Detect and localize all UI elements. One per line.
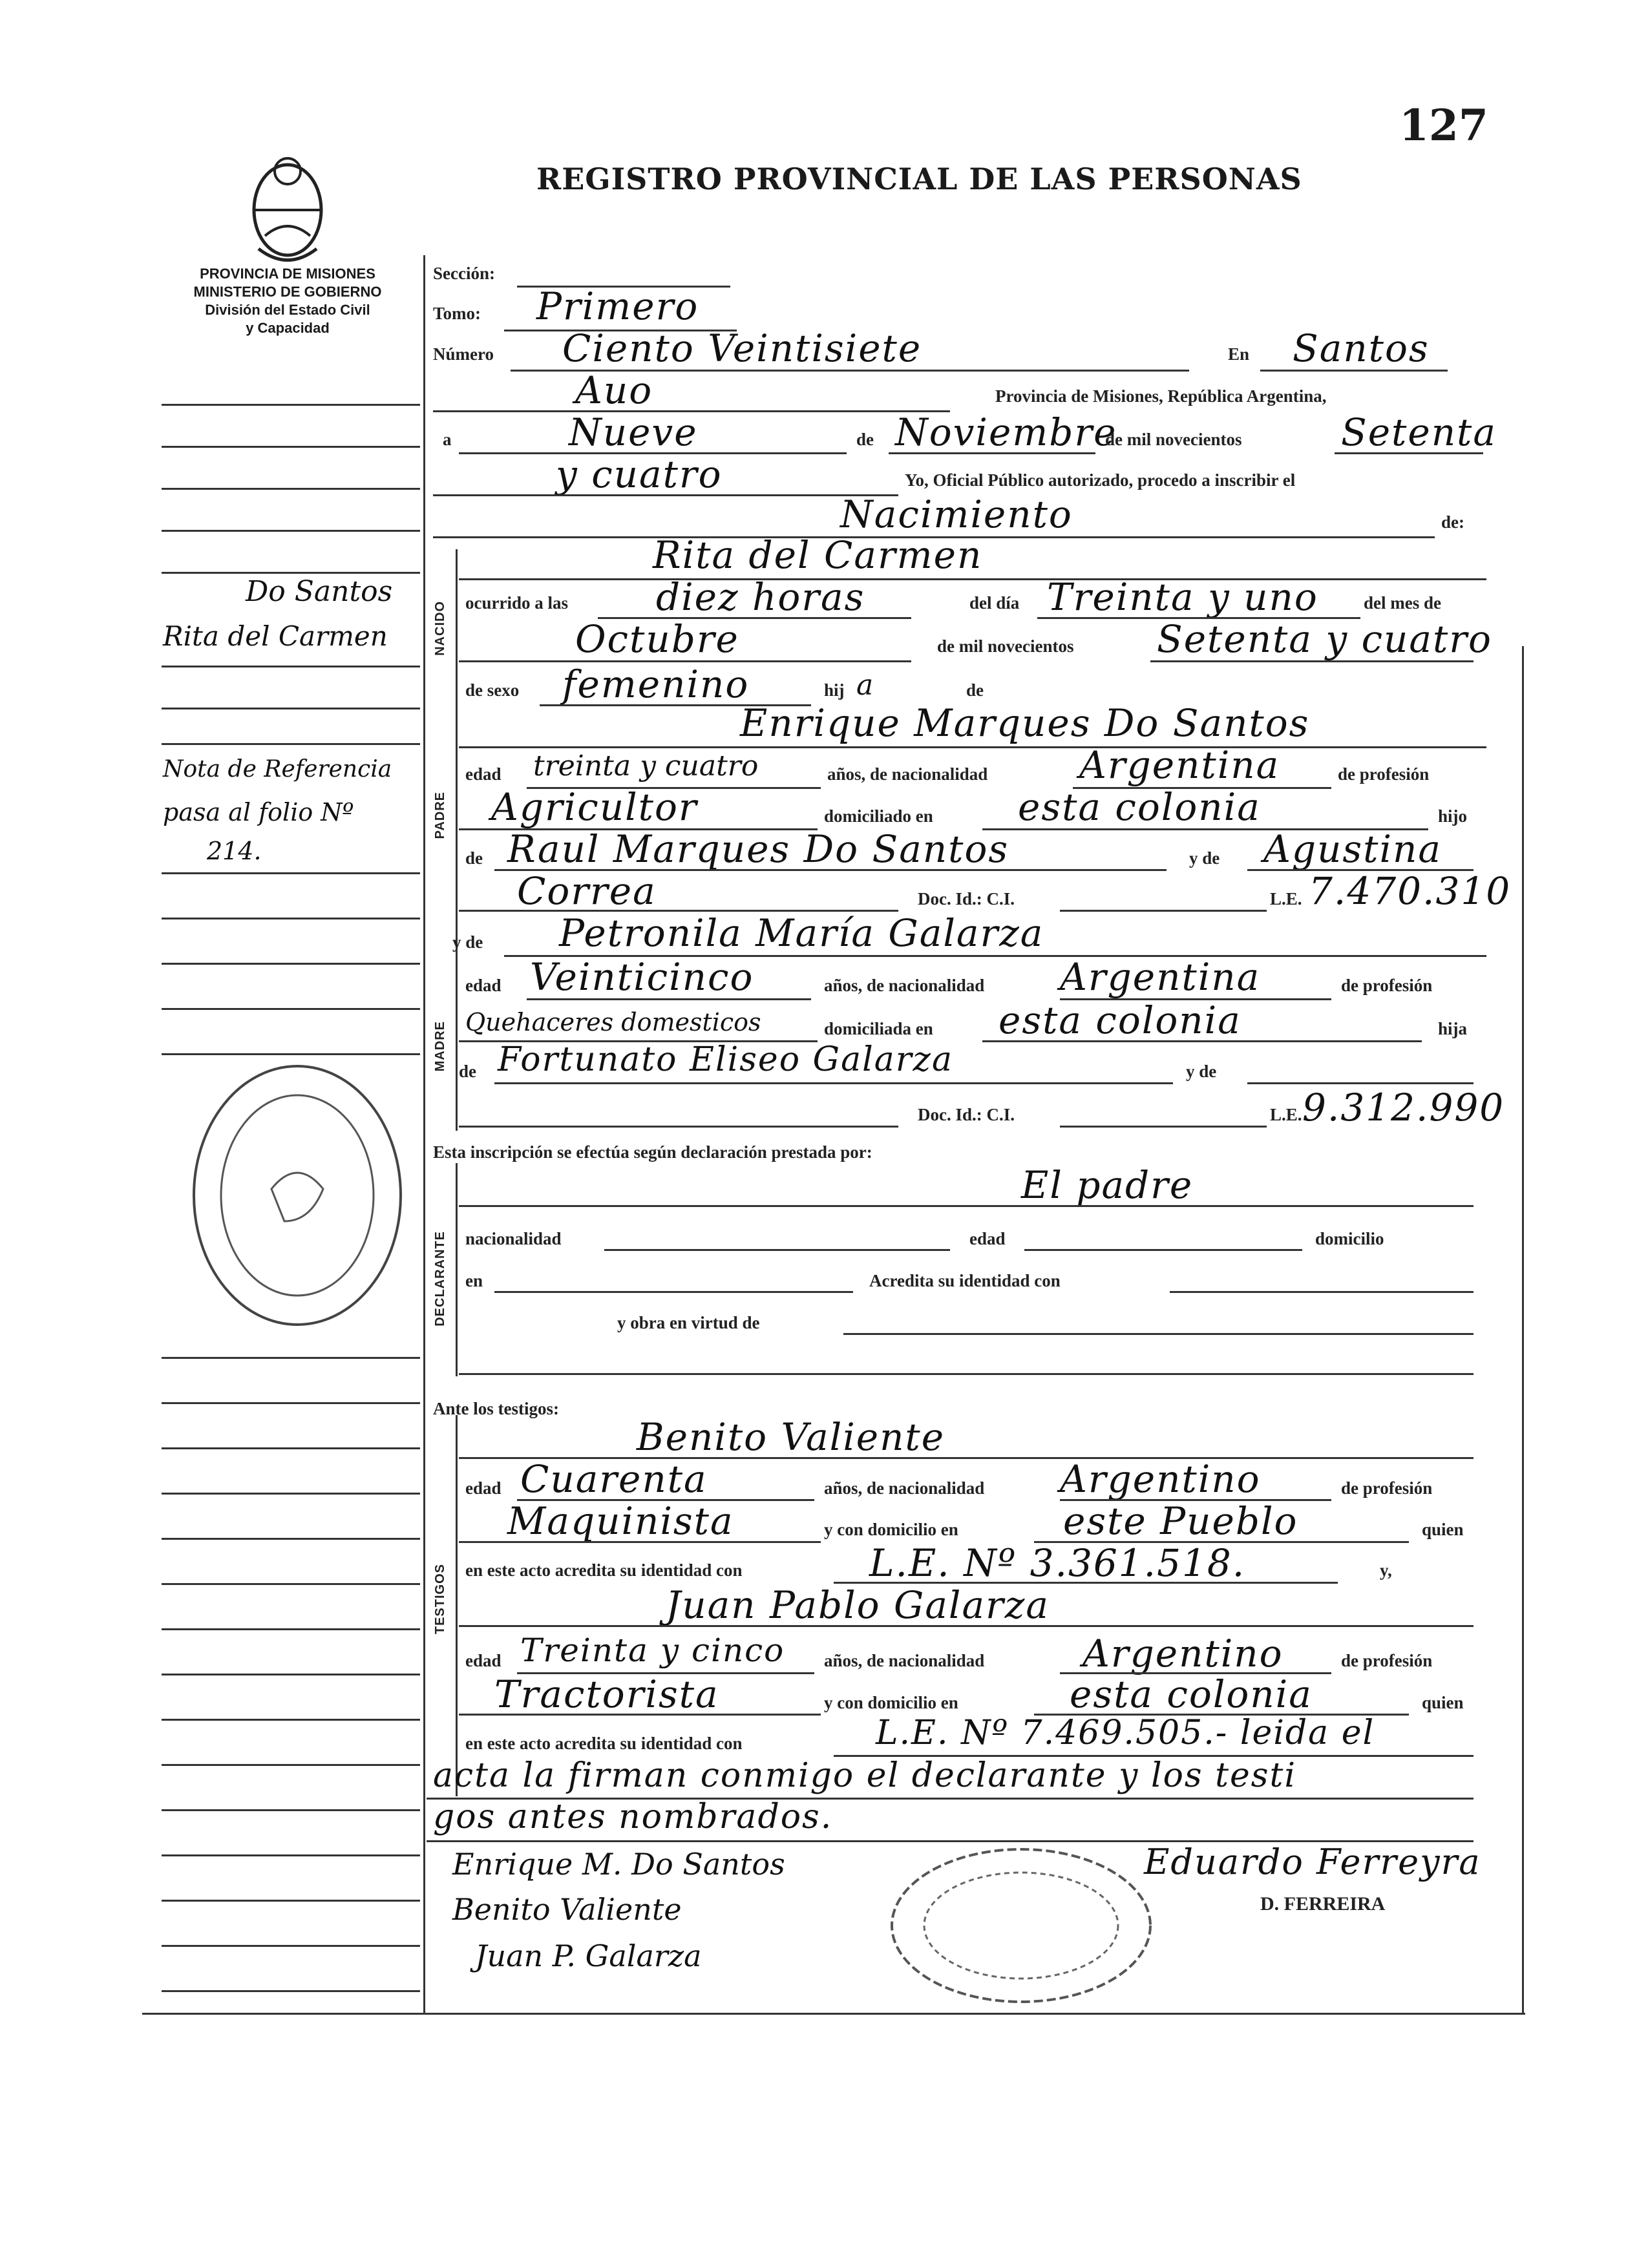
form-left-border bbox=[423, 255, 425, 2013]
padre-le-label: L.E. bbox=[1270, 889, 1302, 908]
testigo2-quien-label: quien bbox=[1422, 1693, 1464, 1712]
abuela-paterna-apellido: Correa bbox=[517, 869, 657, 913]
madre-doc-label: Doc. Id.: C.I. bbox=[918, 1105, 1015, 1124]
testigo2-nac: Argentino bbox=[1083, 1632, 1284, 1675]
de-label: de bbox=[856, 430, 874, 449]
mes-nac-value: Octubre bbox=[575, 617, 739, 661]
firma-testigo-2: Juan P. Galarza bbox=[475, 1938, 702, 1973]
madre-le: 9.312.990 bbox=[1302, 1086, 1505, 1129]
dia-nac-value: Treinta y uno bbox=[1047, 575, 1318, 619]
abuelo-paterno: Raul Marques Do Santos bbox=[507, 827, 1009, 871]
firma-testigo-1: Benito Valiente bbox=[452, 1892, 682, 1927]
testigo1-nombre: Benito Valiente bbox=[637, 1415, 945, 1459]
ink-stamp bbox=[885, 1842, 1157, 2010]
sexo-value: femenino bbox=[562, 662, 750, 706]
padre-prof: Agricultor bbox=[491, 785, 698, 829]
numero-label: Número bbox=[433, 344, 494, 364]
testigo2-prof: Tractorista bbox=[494, 1672, 719, 1716]
margin-reference-1: Nota de Referencia bbox=[163, 756, 392, 782]
margin-name-given: Rita del Carmen bbox=[163, 620, 388, 652]
padre-nombre: Enrique Marques Do Santos bbox=[740, 701, 1310, 745]
tomo-value: Primero bbox=[536, 284, 699, 328]
form-right-border bbox=[1522, 646, 1524, 2013]
madre-nombre: Petronila María Galarza bbox=[559, 911, 1044, 955]
de2-label: de bbox=[966, 680, 984, 700]
margin-reference-3: 214. bbox=[207, 837, 262, 865]
madre-dom-label: domiciliada en bbox=[824, 1019, 933, 1038]
sello-oficial: D. FERREIRA bbox=[1260, 1893, 1386, 1915]
testigo2-prof-label: de profesión bbox=[1341, 1651, 1433, 1670]
hij-value: a bbox=[856, 669, 874, 702]
madre-edad: Veinticinco bbox=[530, 955, 754, 999]
tomo-label: Tomo: bbox=[433, 304, 481, 323]
hija-label: hija bbox=[1438, 1019, 1468, 1038]
declarante-value: El padre bbox=[1021, 1163, 1194, 1207]
issuer-block bbox=[162, 265, 414, 337]
section-padre: PADRE bbox=[433, 792, 447, 839]
hijo-label: hijo bbox=[1438, 806, 1468, 826]
testigo2-dom-label: y con domicilio en bbox=[824, 1693, 958, 1712]
form-bottom-border bbox=[142, 2013, 1525, 2015]
firma-oficial: Eduardo Ferreyra bbox=[1144, 1842, 1481, 1882]
abuelo-materno: Fortunato Eliseo Galarza bbox=[498, 1040, 953, 1079]
padre-anos-label: años, de nacionalidad bbox=[827, 764, 988, 784]
issuer-line-3: División del Estado Civil bbox=[205, 302, 370, 318]
acta-tipo: Nacimiento bbox=[840, 492, 1073, 536]
issuer-line-1: PROVINCIA DE MISIONES bbox=[200, 266, 375, 282]
dia-value: Nueve bbox=[569, 410, 698, 454]
acredita-label: Acredita su identidad con bbox=[869, 1271, 1061, 1290]
del-mes-label: del mes de bbox=[1364, 593, 1441, 613]
margin-reference-2: pasa al folio Nº bbox=[163, 798, 354, 826]
edad2-label: edad bbox=[969, 1229, 1006, 1248]
testigo1-nac: Argentino bbox=[1060, 1457, 1261, 1501]
madre-anos-label: años, de nacionalidad bbox=[824, 976, 985, 995]
section-nacido: NACIDO bbox=[433, 601, 447, 656]
cierre-linea-2: gos antes nombrados. bbox=[433, 1798, 833, 1836]
testigo1-dom-label: y con domicilio en bbox=[824, 1520, 958, 1539]
testigo1-dom: este Pueblo bbox=[1063, 1499, 1298, 1543]
en-label: En bbox=[1228, 344, 1250, 364]
testigo2-doc: L.E. Nº 7.469.505.- leida el bbox=[876, 1714, 1375, 1752]
testigo1-anos-label: años, de nacionalidad bbox=[824, 1478, 985, 1498]
section-testigos: TESTIGOS bbox=[433, 1564, 447, 1635]
anio-value-2: y cuatro bbox=[556, 452, 723, 496]
testigo1-doc: L.E. Nº 3.361.518. bbox=[869, 1541, 1246, 1585]
ocurrido-label: ocurrido a las bbox=[465, 593, 568, 613]
anio-nac-value: Setenta y cuatro bbox=[1157, 617, 1492, 661]
mil-text: de mil novecientos bbox=[1105, 430, 1242, 449]
padre-prof-label: de profesión bbox=[1338, 764, 1430, 784]
padre-doc-label: Doc. Id.: C.I. bbox=[918, 889, 1015, 908]
de-colon: de: bbox=[1441, 512, 1464, 532]
obra-label: y obra en virtud de bbox=[617, 1313, 760, 1332]
de3-label: de bbox=[465, 848, 483, 868]
document-title: REGISTRO PROVINCIAL DE LAS PERSONAS bbox=[536, 162, 1302, 196]
testigo1-acredita-label: en este acto acredita su identidad con bbox=[465, 1560, 743, 1580]
y-de2-label: y de bbox=[452, 932, 483, 952]
testigo1-prof: Maquinista bbox=[507, 1499, 734, 1543]
margin-name-surname: Do Santos bbox=[246, 575, 393, 608]
testigo2-anos-label: años, de nacionalidad bbox=[824, 1651, 985, 1670]
section-declarante: DECLARANTE bbox=[433, 1231, 447, 1327]
sexo-label: de sexo bbox=[465, 680, 520, 700]
mil-nov-label: de mil novecientos bbox=[937, 636, 1074, 656]
padre-edad-label: edad bbox=[465, 764, 502, 784]
y-label: y, bbox=[1380, 1560, 1392, 1580]
testigo1-quien-label: quien bbox=[1422, 1520, 1464, 1539]
provincia-text: Provincia de Misiones, República Argentina, bbox=[995, 386, 1327, 406]
a-label: a bbox=[443, 430, 452, 449]
madre-edad-label: edad bbox=[465, 976, 502, 995]
madre-le-label: L.E. bbox=[1270, 1105, 1302, 1124]
testigo2-nombre: Juan Pablo Galarza bbox=[666, 1583, 1050, 1627]
cierre-linea-1: acta la firman conmigo el declarante y los testi bbox=[433, 1756, 1297, 1795]
del-dia-label: del día bbox=[969, 593, 1020, 613]
mes-value: Noviembre bbox=[895, 410, 1117, 454]
de4-label: de bbox=[459, 1062, 476, 1081]
padre-nac: Argentina bbox=[1079, 743, 1280, 787]
madre-prof: Quehaceres domesticos bbox=[465, 1008, 761, 1036]
testigo2-edad-label: edad bbox=[465, 1651, 502, 1670]
testigo2-edad: Treinta y cinco bbox=[520, 1632, 785, 1669]
firma-declarante: Enrique M. Do Santos bbox=[452, 1847, 785, 1882]
domicilio-label: domicilio bbox=[1315, 1229, 1384, 1248]
y-de3-label: y de bbox=[1186, 1062, 1217, 1081]
issuer-line-4: y Capacidad bbox=[246, 320, 330, 336]
seccion-label: Sección: bbox=[433, 264, 495, 283]
en-value: Santos bbox=[1293, 326, 1430, 370]
padre-dom: esta colonia bbox=[1018, 785, 1261, 829]
hij-label: hij bbox=[824, 680, 845, 700]
ano-value: Auo bbox=[575, 368, 653, 412]
anio-value: Setenta bbox=[1341, 410, 1497, 454]
nombre-nacido: Rita del Carmen bbox=[653, 533, 983, 577]
testigo1-prof-label: de profesión bbox=[1341, 1478, 1433, 1498]
padre-le: 7.470.310 bbox=[1309, 869, 1512, 913]
issuer-line-2: MINISTERIO DE GOBIERNO bbox=[193, 284, 382, 300]
madre-prof-label: de profesión bbox=[1341, 976, 1433, 995]
en2-label: en bbox=[465, 1271, 483, 1290]
madre-nac: Argentina bbox=[1060, 955, 1261, 999]
padre-dom-label: domiciliado en bbox=[824, 806, 933, 826]
testigo1-edad: Cuarenta bbox=[520, 1457, 708, 1501]
numero-value: Ciento Veintisiete bbox=[562, 326, 922, 370]
official-seal-stamp bbox=[187, 1060, 407, 1331]
page-number: 127 bbox=[1399, 100, 1488, 151]
nacionalidad-label: nacionalidad bbox=[465, 1229, 562, 1248]
testigo2-dom: esta colonia bbox=[1070, 1672, 1313, 1716]
testigo1-edad-label: edad bbox=[465, 1478, 502, 1498]
madre-dom: esta colonia bbox=[998, 998, 1241, 1042]
testigos-label: Ante los testigos: bbox=[433, 1399, 559, 1418]
padre-edad: treinta y cuatro bbox=[533, 750, 759, 782]
y-de-label: y de bbox=[1189, 848, 1220, 868]
hora-value: diez horas bbox=[656, 575, 865, 619]
section-madre: MADRE bbox=[433, 1021, 447, 1072]
abuela-paterna: Agustina bbox=[1263, 827, 1442, 871]
declaracion-label: Esta inscripción se efectúa según declaración prestada por: bbox=[433, 1142, 872, 1162]
oficial-text: Yo, Oficial Público autorizado, procedo a inscribir el bbox=[905, 470, 1296, 490]
coat-of-arms-icon bbox=[239, 145, 336, 268]
testigo2-acredita-label: en este acto acredita su identidad con bbox=[465, 1734, 743, 1753]
